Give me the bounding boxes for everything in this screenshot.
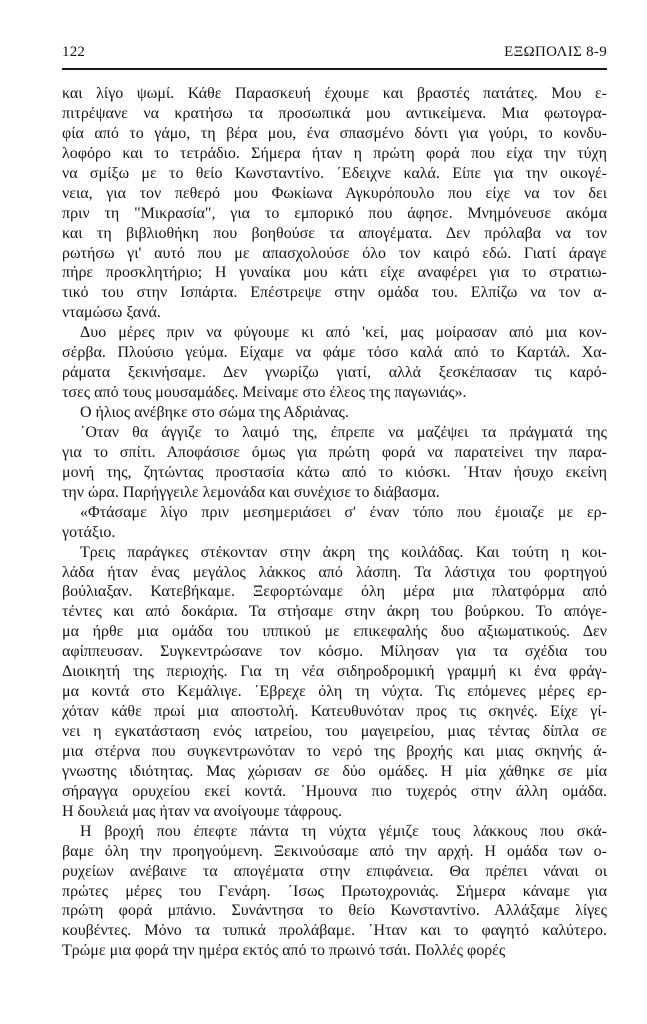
text-line: μονή της, ζητώντας προστασία κάτω από το κιόσκι. ΄Ηταν ήσυχο εκείνη — [62, 463, 607, 481]
text-line: Τρεις παράγκες στέκονταν στην άκρη της κοιλάδας. Και τούτη η κοι- — [80, 543, 607, 561]
text-line: και λίγο ψωμί. Κάθε Παρασκευή έχουμε και βραστές πατάτες. Μου ε- — [62, 85, 607, 102]
text-line: πρώτες μέρες του Γενάρη. ΄Ισως Πρωτοχρονιάς. Σήμερα κάναμε για — [62, 882, 607, 900]
text-line: Η δουλειά μας ήταν να ανοίγουμε τάφρους. — [62, 802, 343, 820]
text-line: Τρώμε μια φορά την ημέρα εκτός από το πρωινό τσάι. Πολλές φορές — [62, 942, 506, 960]
text-line: λάδα ήταν ένας μεγάλος λάκκος από λάσπη. Τα λάστιχα του φορτηγού — [62, 563, 607, 581]
text-line: σέρβα. Πλούσιο γεύμα. Είχαμε να φάμε τόσο καλά από το Καρτάλ. Χα- — [62, 344, 607, 362]
text-line: μα ήρθε μια ομάδα του ιππικού με επικεφαλής δυο αξιωματικούς. Δεν — [62, 623, 607, 641]
paragraph — [62, 323, 607, 403]
paragraph — [62, 423, 607, 503]
text-line: νεια, για τον πεθερό μου Φωκίωνα Αγκυρόπουλο που είχε να τον δει — [62, 184, 607, 202]
text-line: μα κοντά στο Κεμάλιγε. ΄Εβρεχε όλη τη νύχτα. Τις επόμενες μέρες ερ- — [62, 683, 607, 701]
text-line: ρυχείων ανέβαινε τα απογέματα στην επιφάνεια. Θα πρέπει νάναι οι — [62, 862, 607, 880]
text-line: γοτάξιο. — [62, 523, 116, 541]
text-line: πρώτη φορά μπάνιο. Συνάντησα το θείο Κωνσταντίνο. Αλλάξαμε λίγες — [62, 902, 607, 920]
text-line: αφίππευσαν. Συγκεντρώσανε τον κόσμο. Μίλησαν για τα σχέδια του — [62, 643, 607, 661]
text-line: βαμε όλη την προηγούμενη. Ξεκινούσαμε από την αρχή. Η ομάδα των ο- — [62, 842, 607, 860]
text-line: Δυο μέρες πριν να φύγουμε κι από 'κεί, μας μοίρασαν από μια κον- — [80, 324, 607, 342]
text-line: χόταν κάθε πρωί μια αποστολή. Κατευθυνόταν προς τις σκηνές. Είχε γί- — [62, 703, 607, 721]
text-line: λοφόρο και το τετράδιο. Σήμερα ήταν η πρώτη φορά που είχα την τύχη — [62, 144, 607, 162]
text-line: ΄Οταν θα άγγιζε το λαιμό της, έπρεπε να μαζέψει τα πράγματά της — [80, 423, 607, 441]
text-line: βούλιαξαν. Κατεβήκαμε. Ξεφορτώναμε όλη μέρα μια πλατφόρμα από — [62, 583, 607, 601]
paragraph — [62, 822, 607, 962]
text-line: την ώρα. Παρήγγειλε λεμονάδα και συνέχισε το διάβασμα. — [62, 483, 440, 501]
page-number: 122 — [62, 44, 86, 60]
paragraph — [62, 543, 607, 822]
text-line: νταμώσω ξανά. — [62, 304, 161, 322]
paragraph — [62, 84, 607, 323]
text-line: φία από το γάμο, τη βέρα μου, ένα σπασμένο δόντι για γούρι, το κονδυ- — [62, 124, 607, 142]
text-line: πριν τη "Μικρασία", για το εμπορικό που άφησε. Μνημόνευσε ακόμα — [62, 204, 607, 222]
text-line: να σμίξω με το θείο Κωνσταντίνο. ΄Εδειχνε καλά. Είπε για την οικογέ- — [62, 164, 607, 182]
text-line: τικό του στην Ισπάρτα. Επέστρεψε στην ομάδα του. Ελπίζω να τον α- — [62, 284, 607, 302]
text-line: ράματα ξεκινήσαμε. Δεν γνωρίζω γιατί, αλλά ξεσκέπασαν τις καρό- — [62, 364, 607, 382]
text-line: Ο ήλιος ανέβηκε στο σώμα της Αδριάνας. — [80, 404, 349, 421]
text-line: γνωστης ιδιότητας. Μας χώρισαν σε δύο ομάδες. Η μία χάθηκε σε μία — [62, 762, 607, 780]
text-line: ρωτήσω γι' αυτό που με απασχολούσε όλο τον καιρό εδώ. Γιατί άραγε — [62, 244, 607, 262]
paragraph — [62, 403, 607, 423]
text-line: τέντες και από δοκάρια. Τα στήσαμε στην άκρη του βούρκου. Το απόγε- — [62, 603, 607, 621]
text-line: για το σπίτι. Αποφάσισε όμως για πρώτη φορά να παρατείνει την παρα- — [62, 443, 607, 461]
text-line: τσες από τους μουσαμάδες. Μείναμε στο έλεος της παγωνιάς». — [62, 384, 467, 402]
text-line: και τη βιβλιοθήκη που βοηθούσε τα απογέματα. Δεν πρόλαβα να τον — [62, 224, 607, 242]
body-text — [62, 84, 607, 961]
text-line: κουβέντες. Μόνο τα τυπικά προλάβαμε. ΄Ηταν και το φαγητό καλύτερο. — [62, 922, 607, 940]
header-rule — [62, 68, 607, 70]
text-line: νει η εγκατάσταση ενός ιατρείου, του μαγειρείου, μιας τέντας δίπλα σε — [62, 723, 607, 740]
paragraph — [62, 503, 607, 543]
text-line: Διοικητή της περιοχής. Για τη νέα σιδηροδρομική γραμμή κι ένα φράγ- — [62, 663, 607, 681]
text-line: πήρε προσκλητήριο; Η γυναίκα μου κάτι είχε αναφέρει για το στρατιω- — [62, 264, 607, 282]
running-title: ΕΞΩΠΟΛΙΣ 8-9 — [504, 44, 607, 60]
text-line: πιτρέψανε να κρατήσω τα προσωπικά μου αντικείμενα. Μια φωτογρα- — [62, 104, 607, 122]
text-line: σήραγγα ορυχείου εκεί κοντά. ΄Ημουνα πιο τυχερός στην άλλη ομάδα. — [62, 782, 607, 800]
text-line: μια στέρνα που συγκεντρωνόταν το νερό της βροχής και μιας σκηνής ά- — [62, 742, 607, 760]
page-header — [62, 44, 607, 66]
text-line: Η βροχή που έπεφτε πάντα τη νύχτα γέμιζε τους λάκκους που σκά- — [80, 822, 607, 840]
text-line: «Φτάσαμε λίγο πριν μεσημεριάσει σ' έναν τόπο που έμοιαζε με ερ- — [80, 503, 607, 521]
